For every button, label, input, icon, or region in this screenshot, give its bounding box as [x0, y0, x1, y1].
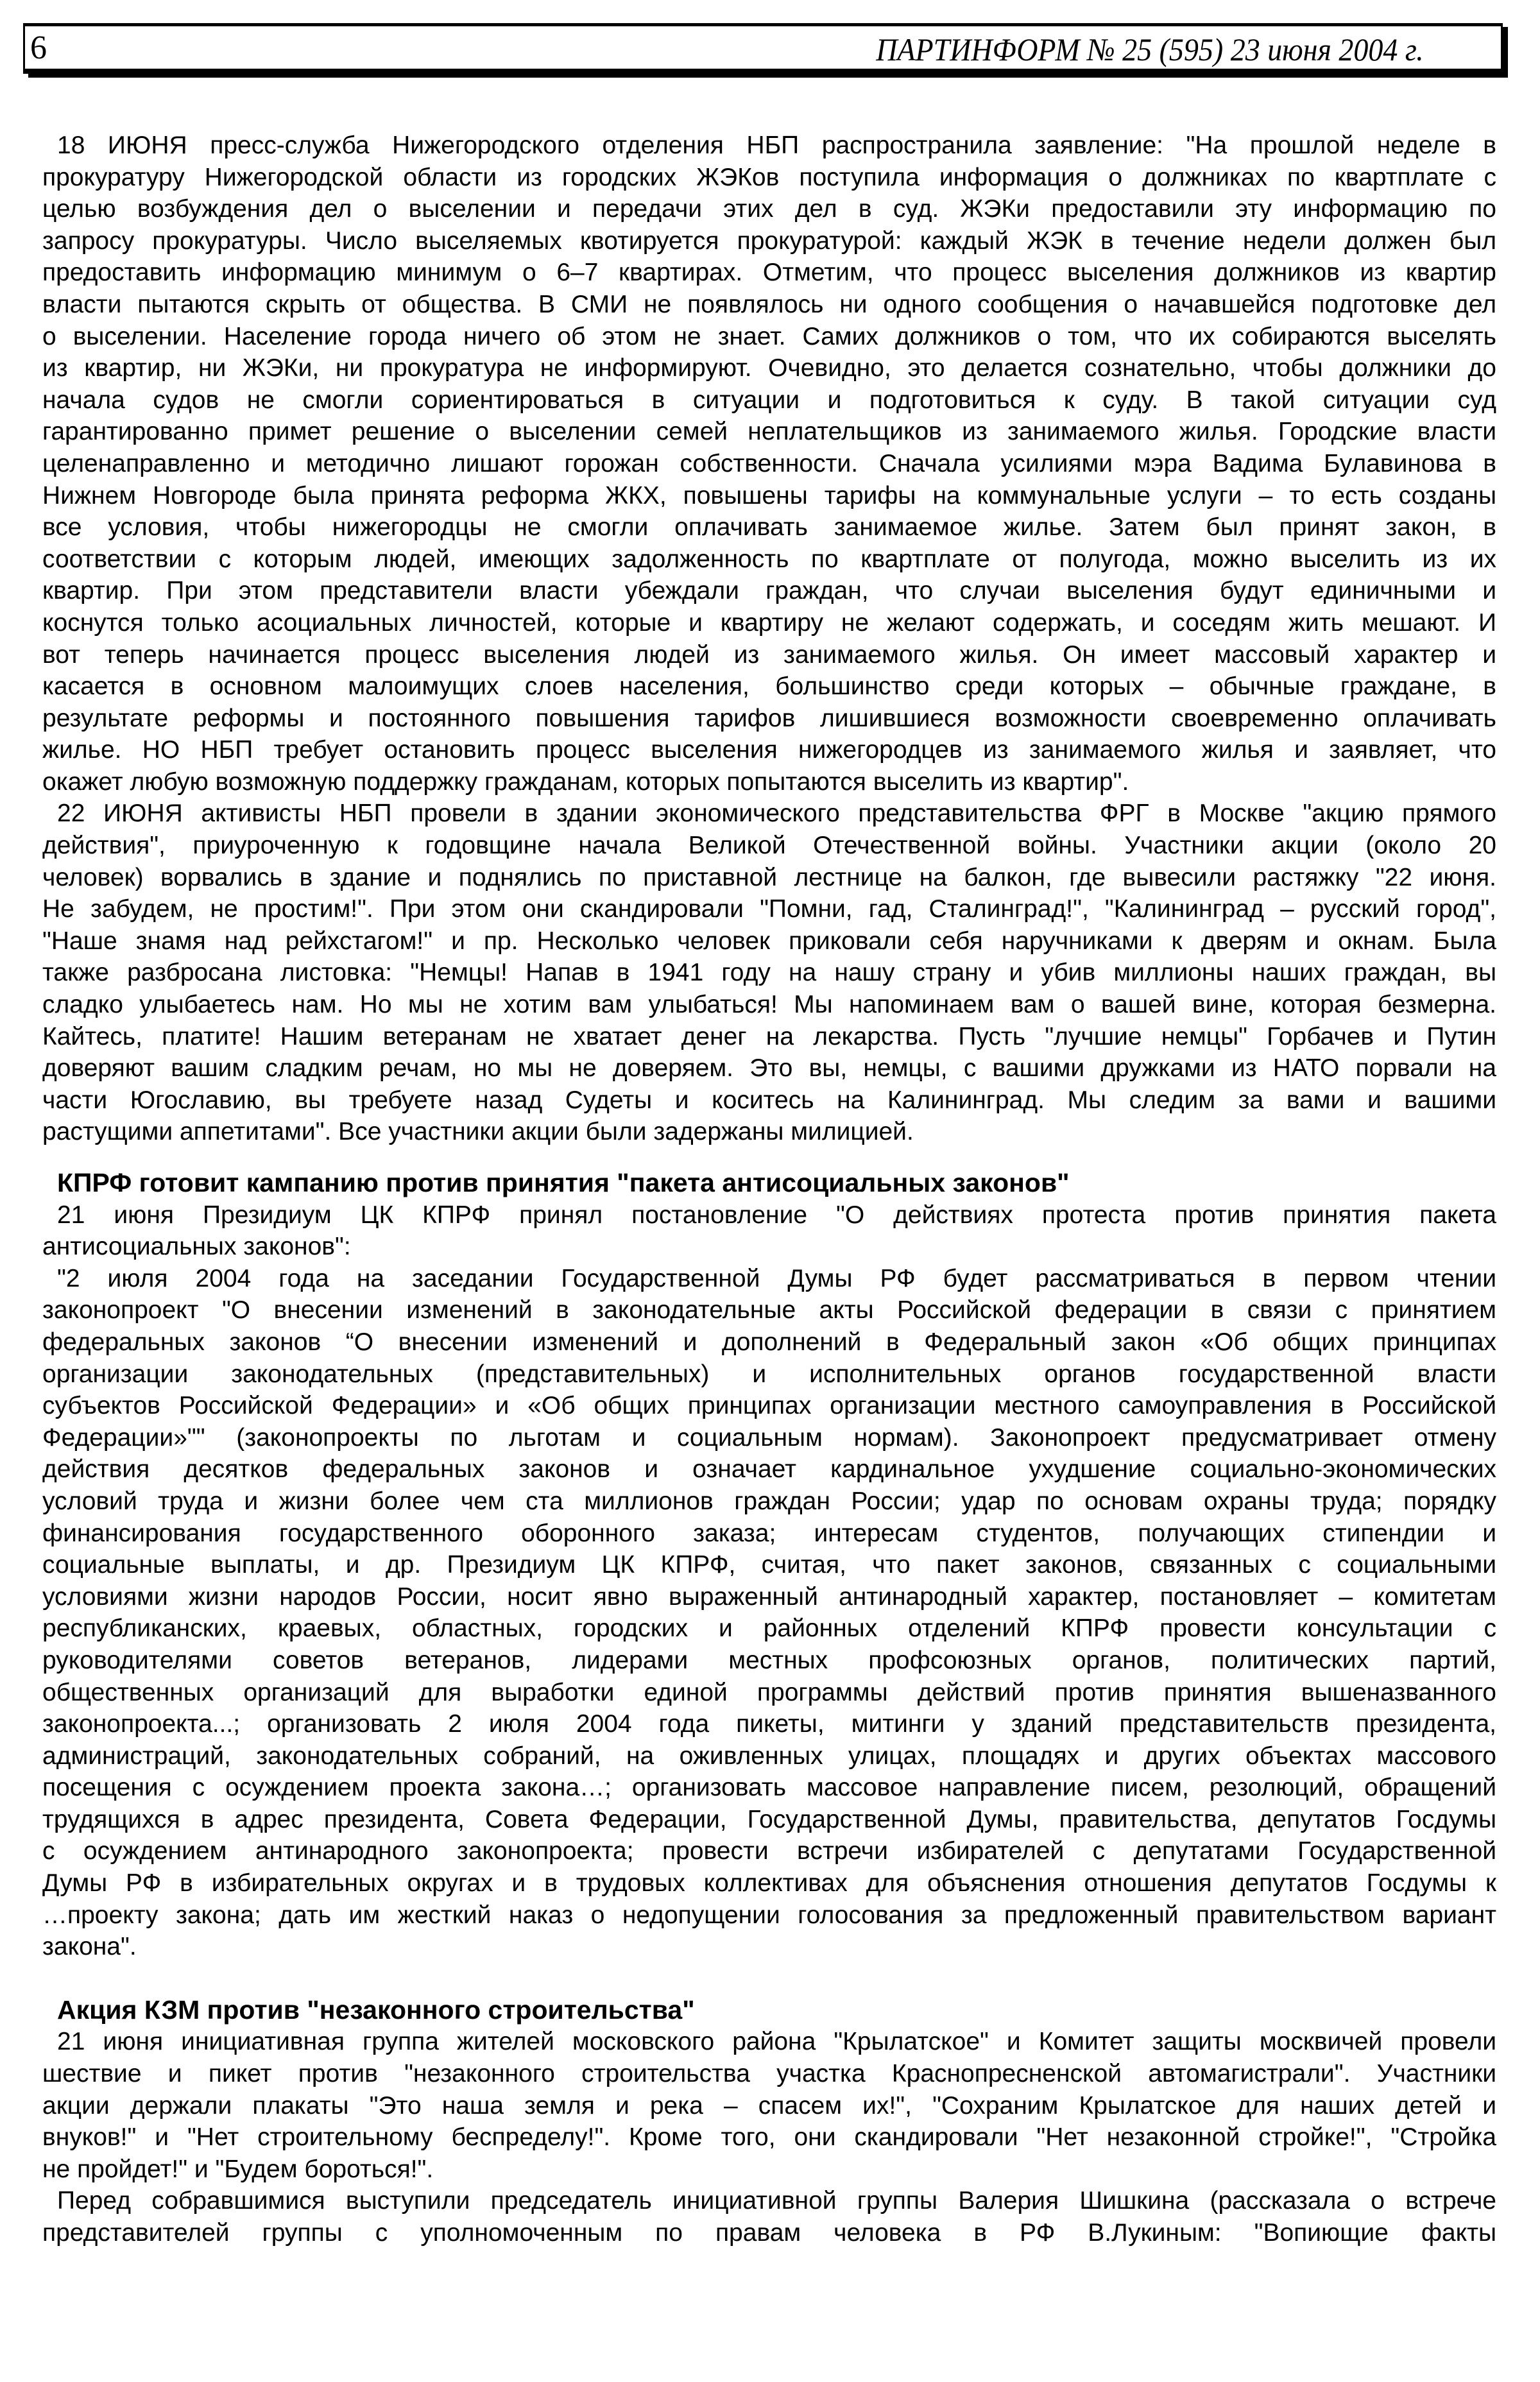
text-line: 21 июня инициативная группа жителей московского района "Крылатское" и Комитет защиты москвичей провели	[57, 2028, 1496, 2056]
text-line: внуков!" и "Нет строительному беспределу!". Кроме того, они скандировали "Нет незаконной стройке!", "Стройка	[42, 2123, 1496, 2152]
section-heading: Акция КЗМ против "незаконного строительства"	[57, 1994, 695, 2025]
text-line: прокуратуру Нижегородской области из городских ЖЭКов поступила информация о должниках по квартплате с	[42, 163, 1496, 191]
text-line: руководителями советов ветеранов, лидерами местных профсоюзных органов, политических партий,	[42, 1646, 1496, 1674]
text-line: закона".	[42, 1933, 137, 1961]
text-line: республиканских, краевых, областных, городских и районных отделений КПРФ провести консультации с	[42, 1615, 1496, 1643]
publication-title: ПАРТИНФОРМ № 25 (595) 23 июня 2004 г.	[876, 31, 1424, 67]
article-section	[42, 1963, 1496, 2249]
text-line: доверяют вашим сладким речам, но мы не доверяем. Это вы, немцы, с вашими дружками из НАТО порвали на	[42, 1054, 1496, 1083]
text-line: "Наше знамя над рейхстагом!" и пр. Несколько человек приковали себя наручниками к дверям и окнам. Была	[42, 927, 1496, 955]
text-line: представителей группы с уполномоченным по правам человека в РФ В.Лукиным: "Вопиющие факты	[42, 2219, 1496, 2247]
text-line: федеральных законов “О внесении изменений и дополнений в Федеральный закон «Об общих принципах	[42, 1328, 1496, 1356]
text-line: человек) ворвались в здание и поднялись по приставной лестнице на балкон, где вывесили растяжку "22 июня.	[42, 863, 1496, 891]
text-line: 18 ИЮНЯ пресс-служба Нижегородского отделения НБП распространила заявление: "На прошлой неделе в	[57, 132, 1496, 159]
text-line: начала судов не смогли сориентироваться в ситуации и подготовиться к суду. В такой ситуации суд	[42, 386, 1496, 414]
text-line: также разбросана листовка: "Немцы! Напав в 1941 году на нашу страну и убив миллионы наших граждан, вы	[42, 959, 1496, 987]
paragraph	[42, 130, 1496, 798]
article-body	[42, 130, 1496, 2249]
text-line: законопроекта...; организовать 2 июля 2004 года пикеты, митинги у зданий представительств президента,	[42, 1710, 1496, 1738]
paragraph	[42, 2185, 1496, 2249]
text-line: Перед собравшимися выступили председатель инициативной группы Валерия Шишкина (рассказала о встрече	[57, 2187, 1496, 2215]
page-number: 6	[30, 30, 47, 66]
text-line: растущими аппетитами". Все участники акции были задержаны милицией.	[42, 1118, 914, 1146]
text-line: запросу прокуратуры. Число выселяемых квотируется прокуратурой: каждый ЖЭК в течение недели должен был	[42, 227, 1496, 255]
page-header	[23, 23, 1503, 74]
text-line: трудящихся в адрес президента, Совета Федерации, Государственной Думы, правительства, депутатов Госдумы	[42, 1805, 1496, 1833]
text-line: Думы РФ в избирательных округах и в трудовых коллективах для объяснения отношения депутатов Госдумы к	[42, 1869, 1496, 1898]
text-line: условиями жизни народов России, носит явно выраженный антинародный характер, постановляет – комитетам	[42, 1582, 1496, 1611]
text-line: посещения с осуждением проекта закона…; организовать массовое направление писем, резолюций, обращений	[42, 1774, 1496, 1802]
text-line: с осуждением антинародного законопроекта; провести встречи избирателей с депутатами Государственной	[42, 1837, 1496, 1865]
section-spacer	[42, 1148, 1496, 1167]
text-line: результате реформы и постоянного повышения тарифов лишившиеся возможности своевременно оплачивать	[42, 704, 1496, 732]
section-heading: КПРФ готовит кампанию против принятия "пакета антисоциальных законов"	[57, 1168, 1070, 1197]
text-line: акции держали плакаты "Это наша земля и река – спасем их!", "Сохраним Крылатское для наших детей и	[42, 2091, 1496, 2120]
text-line: "2 июля 2004 года на заседании Государственной Думы РФ будет рассматриваться в первом чтении	[57, 1264, 1496, 1292]
text-line: финансирования государственного оборонного заказа; интересам студентов, получающих стипендии и	[42, 1519, 1496, 1547]
text-line: соответствии с которым людей, имеющих задолженность по квартплате от полугода, можно выселить из их	[42, 545, 1496, 573]
text-line: Не забудем, не простим!". При этом они скандировали "Помни, гад, Сталинград!", "Калининград – русский город",	[42, 895, 1496, 923]
text-line: Федерации»"" (законопроекты по льготам и социальным нормам). Законопроект предусматривает отмену	[42, 1423, 1496, 1452]
text-line: вот теперь начинается процесс выселения людей из занимаемого жилья. Он имеет массовый характер и	[42, 640, 1496, 669]
text-line: общественных организаций для выработки единой программы действий против принятия вышеназванного	[42, 1678, 1496, 1706]
paragraph	[42, 798, 1496, 1148]
text-line: гарантированно примет решение о выселении семей неплательщиков из занимаемого жилья. Городские власти	[42, 418, 1496, 446]
text-line: окажет любую возможную поддержку гражданам, которых попытаются выселить из квартир".	[42, 767, 1129, 796]
article-section	[42, 1148, 1496, 1963]
text-line: социальные выплаты, и др. Президиум ЦК КПРФ, считая, что пакет законов, связанных с социальными	[42, 1551, 1496, 1579]
text-line: субъектов Российской Федерации» и «Об общих принципах организации местного самоуправления в Российской	[42, 1392, 1496, 1420]
text-line: квартир. При этом представители власти убеждали граждан, что случаи выселения будут единичными и	[42, 577, 1496, 605]
text-line: Нижнем Новгороде была принята реформа ЖКХ, повышены тарифы на коммунальные услуги – то есть созданы	[42, 481, 1496, 510]
text-line: …проекту закона; дать им жесткий наказ о недопущении голосования за предложенный правительством вариант	[42, 1901, 1496, 1929]
text-line: 21 июня Президиум ЦК КПРФ принял постановление "О действиях протеста против принятия пакета	[57, 1201, 1496, 1229]
text-line: не пройдет!" и "Будем бороться!".	[42, 2155, 434, 2183]
text-line: 22 ИЮНЯ активисты НБП провели в здании экономического представительства ФРГ в Москве "акцию прямого	[57, 800, 1496, 828]
text-line: законопроект "О внесении изменений в законодательные акты Российской федерации в связи с принятием	[42, 1296, 1496, 1324]
text-line: предоставить информацию минимум о 6–7 квартирах. Отметим, что процесс выселения должников из квартир	[42, 259, 1496, 287]
text-line: из квартир, ни ЖЭКи, ни прокуратура не информируют. Очевидно, это делается сознательно, чтобы должники до	[42, 354, 1496, 382]
text-line: целью возбуждения дел о выселении и передачи этих дел в суд. ЖЭКи предоставили эту информацию по	[42, 195, 1496, 223]
text-line: шествие и пикет против "незаконного строительства участка Краснопресненской автомагистрали". Участники	[42, 2060, 1496, 2088]
text-line: о выселении. Население города ничего об этом не знает. Самих должников о том, что их собираются выселять	[42, 322, 1496, 350]
text-line: сладко улыбаетесь нам. Но мы не хотим вам улыбаться! Мы напоминаем вам о вашей вине, которая безмерна.	[42, 991, 1496, 1019]
text-line: части Югославию, вы требуете назад Судеты и коситесь на Калининград. Мы следим за вами и вашими	[42, 1086, 1496, 1114]
text-line: Кайтесь, платите! Нашим ветеранам не хватает денег на лекарства. Пусть "лучшие немцы" Горбачев и Путин	[42, 1022, 1496, 1050]
text-line: антисоциальных законов":	[42, 1233, 351, 1261]
text-line: администраций, законодательных собраний, на оживленных улицах, площадях и других объектах массового	[42, 1742, 1496, 1770]
text-line: все условия, чтобы нижегородцы не смогли оплачивать занимаемое жилье. Затем был принят закон, в	[42, 513, 1496, 542]
text-line: власти пытаются скрыть от общества. В СМИ не появлялось ни одного сообщения о начавшейся подготовке дел	[42, 290, 1496, 318]
text-line: целенаправленно и методично лишают горожан собственности. Сначала усилиями мэра Вадима Булавинова в	[42, 449, 1496, 477]
text-line: действия", приуроченную к годовщине начала Великой Отечественной войны. Участники акции (около 20	[42, 832, 1496, 860]
paragraph	[42, 2026, 1496, 2185]
text-line: условий труда и жизни более чем ста миллионов граждан России; удар по основам охраны труда; порядку	[42, 1487, 1496, 1515]
text-line: действия десятков федеральных законов и означает кардинальное ухудшение социально-экономических	[42, 1455, 1496, 1484]
paragraph	[42, 1263, 1496, 1963]
text-line: организации законодательных (представительных) и исполнительных органов государственной власти	[42, 1360, 1496, 1388]
text-line: коснутся только асоциальных личностей, которые и квартиру не желают содержать, и соседям жить мешают. И	[42, 608, 1496, 637]
text-line: касается в основном малоимущих слоев населения, большинство среди которых – обычные граждане, в	[42, 673, 1496, 701]
section-spacer	[42, 1963, 1496, 1994]
article-section	[42, 130, 1496, 1148]
text-line: жилье. НО НБП требует остановить процесс выселения нижегородцев из занимаемого жилья и заявляет, что	[42, 736, 1496, 764]
paragraph	[42, 1199, 1496, 1263]
